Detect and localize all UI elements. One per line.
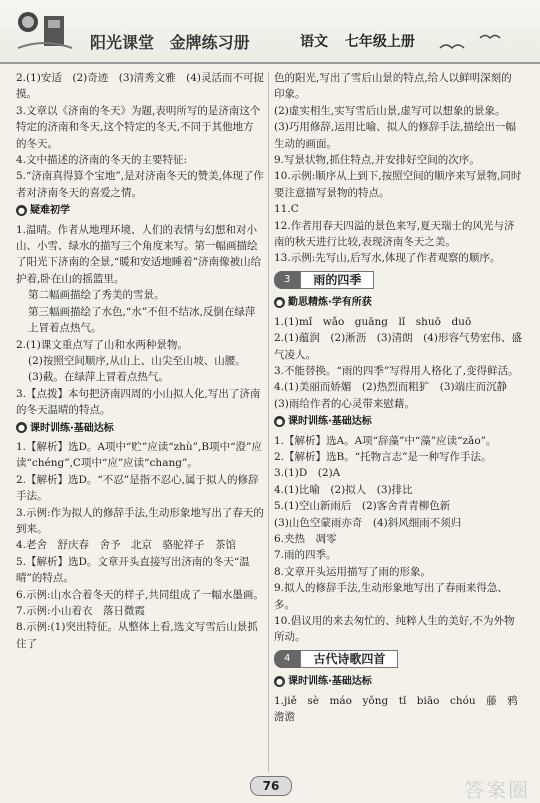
r-line-25: 8.文章开头运用描写了雨的形象。	[274, 565, 432, 578]
lesson-title: 古代诗歌四首	[300, 650, 398, 668]
answer-2b-2: (2)按照空间顺序,从山上、山尖至山坡、山腰。	[28, 354, 246, 367]
badge-icon: ●	[274, 676, 285, 687]
left-column	[16, 70, 264, 652]
r-line-26: 9.拟人的修辞手法,生动形象地写出了春雨来得急、多。	[274, 582, 508, 611]
answer-1-cont2: 第三幅画描绘了水色,“水”不但不结冰,反倒在绿萍上冒着点热气。	[28, 305, 256, 335]
badge-icon: ●	[16, 205, 27, 216]
r-line-21: 5.(1)空山新雨后 (2)客舍青青柳色新	[274, 500, 451, 513]
r-line-18: 2.【解析】选B。“托物言志”是一种写作手法。	[274, 450, 492, 463]
lesson-3-banner	[274, 271, 522, 289]
r-line-14: 4.(1)美丽而娇媚 (2)热烈而粗犷 (3)端庄而沉静	[274, 381, 508, 394]
subject-line	[300, 31, 415, 51]
r-line-24: 7.雨的四季。	[274, 549, 337, 562]
answer-1: 1.温晴。作者从地理环境、人们的表情与幻想和对小山、小雪、绿水的描写三个角度来写。第一幅画描绘了阳光下济南的全景,“暖和安适地睡着”济南像被山给护着,卧在山的摇篮里。	[16, 223, 262, 285]
r-line-17: 1.【解析】选A。A项“辞藻”中“藻”应读“zǎo”。	[274, 434, 497, 447]
answer-2b: 2.(1)课文重点写了山和水两种景物。	[16, 338, 188, 351]
lesson-title: 雨的四季	[300, 271, 374, 289]
exercise-8: 8.示例:(1)突出特征。从整体上看,选文写雪后山景抓住了	[16, 621, 258, 650]
brand-title	[90, 30, 250, 53]
r-line-8: 13.示例:先写山,后写水,体现了作者观察的顺序。	[274, 252, 501, 265]
answer-5: 5.“济南真得算个宝地”,是对济南冬天的赞美,体现了作者对济南冬天的喜爱之情。	[16, 170, 264, 199]
section-heading-5: ● 课时训练·基础达标	[276, 676, 372, 688]
badge-icon: ●	[274, 416, 285, 427]
watermark: 答案圈	[464, 778, 530, 802]
answer-4: 4.文中描述的济南的冬天的主要特征:	[16, 154, 188, 167]
column-divider	[268, 72, 269, 772]
brand-name: 阳光课堂	[90, 33, 155, 52]
r-line-3: (3)巧用修辞,运用比喻、拟人的修辞手法,描绘出一幅生动的画面。	[274, 121, 517, 150]
r-line-1: 色的阳光,写出了雪后山景的特点,给人以鲜明深刻的印象。	[274, 72, 512, 101]
exercise-2: 2.【解析】选D。“不忍”是指不忍心,属于拟人的修辞手法。	[16, 473, 259, 503]
r-line-30: 1.jiě sè máo yǒng tǐ biāo chóu 藤 鸦 澹澹	[274, 694, 529, 724]
lesson-4-banner	[274, 650, 522, 668]
birds-icon	[430, 28, 520, 56]
section-heading: ● 疑难初学	[18, 205, 70, 217]
exercise-4: 4.老舍 舒庆春 舍予 北京 骆驼祥子 茶馆	[16, 539, 237, 552]
r-line-22: (3)山色空蒙雨亦奇 (4)斜风细雨不须归	[274, 516, 462, 529]
lesson-number: 4	[274, 650, 300, 668]
r-line-20: 4.(1)比喻 (2)拟人 (3)排比	[274, 483, 413, 496]
subject: 语文	[300, 34, 328, 50]
brand-subtitle: 金牌练习册	[169, 33, 250, 52]
exercise-7: 7.示例:小山着衣 落日微霞	[16, 605, 146, 617]
answer-2b-3: (3)截。在绿萍上冒着点热气。	[28, 371, 169, 384]
r-line-13: 3.不能替换。“雨的四季”写得用人格化了,变得鲜活。	[274, 364, 519, 377]
page-number: 76	[250, 776, 292, 796]
exercise-5: 5.【解析】选D。文章开头直接写出济南的冬天“温晴”的特点。	[16, 555, 250, 585]
r-line-27: 10.倡议用的来去匆忙的、纯粹人生的美好,不为外物所动。	[274, 615, 515, 644]
exercise-6: 6.示例:山水合着冬天的样子,共同组成了一幅水墨画。	[16, 588, 264, 601]
section-heading-4: ● 课时训练·基础达标	[276, 416, 372, 428]
exercise-1: 1.【解析】选D。A项中“贮”应读“zhù”,B项中“澄”应读“chéng”,C项中“应”应读“chang”。	[16, 440, 262, 470]
r-line-5: 10.示例:顺序从上到下,按照空间的顺序来写景物,同时要注意描写景物的特点。	[274, 170, 522, 199]
lesson-number: 3	[274, 271, 300, 289]
exercise-3: 3.示例:作为拟人的修辞手法,生动形象地写出了春天的到来。	[16, 506, 264, 535]
r-line-19: 3.(1)D (2)A	[274, 467, 341, 480]
badge-icon: ●	[16, 422, 27, 433]
page-header	[0, 0, 540, 64]
r-line-23: 6.夹热 凋零	[274, 532, 337, 545]
r-line-15: (3)雨给作者的心灵带来慰藉。	[274, 397, 415, 410]
page-footer	[0, 770, 540, 800]
grade: 七年级上册	[344, 34, 415, 50]
r-line-4: 9.写景状物,抓住特点,并安排好空间的次序。	[274, 154, 480, 167]
answer-3b: 3.【点拨】本句把济南四周的小山拟人化,写出了济南的冬天温晴的特点。	[16, 387, 261, 417]
r-line-12: 2.(1)蕴润 (2)淅沥 (3)清朗 (4)形容气势宏伟、盛气凌人。	[274, 332, 523, 361]
r-line-6: 11.C	[274, 203, 299, 216]
answer-1-cont: 第二幅画描绘了秀美的雪景。	[28, 289, 165, 302]
right-column	[274, 70, 529, 725]
r-line-7: 12.作者用春天四溢的景色来写,夏天瑞士的风光与济南的秋天进行比较,表现济南冬天之美。	[274, 219, 515, 249]
r-line-2: (2)虚实相生,实写雪后山景,虚写可以想象的景象。	[274, 104, 506, 117]
badge-icon: ●	[274, 297, 285, 308]
section-heading-2: ● 课时训练·基础达标	[18, 422, 114, 434]
section-heading-3: ● 勤思精炼·学有所获	[276, 297, 372, 309]
logo-icon	[14, 8, 76, 54]
answer-3: 3.文章以《济南的冬天》为题,表明所写的是济南这个特定的济南和冬天,这个特定的冬天,不同于其他地方的冬天。	[16, 104, 261, 150]
answer-2: 2.(1)安适 (2)奇迹 (3)清秀文雅 (4)灵活而不可捉摸。	[16, 72, 265, 101]
r-line-11: 1.(1)mǐ wǎo guāng lǐ shuō duō	[274, 315, 472, 328]
